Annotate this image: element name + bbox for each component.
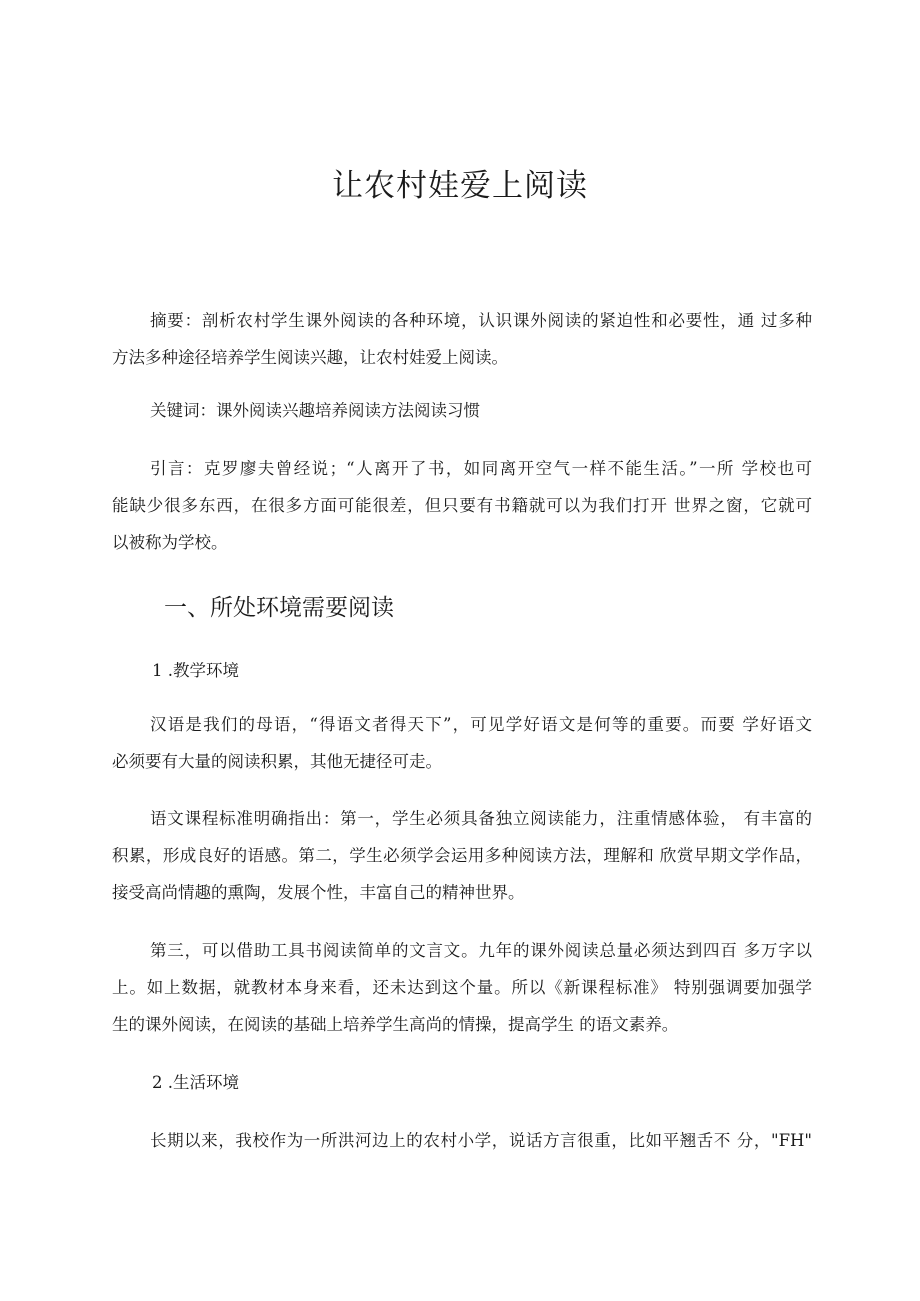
intro-line: 引言：克罗廖夫曾经说；“人离开了书，如同离开空气一样不能生活。”一所 学校也可: [150, 459, 812, 478]
body-paragraph: [112, 932, 812, 1043]
abstract-line: 方法多种途径培养学生阅读兴趣，让农村娃爱上阅读。: [112, 348, 508, 367]
intro-paragraph: [112, 450, 812, 561]
document-title: 让农村娃爱上阅读: [332, 168, 588, 204]
paragraph-line: 生的课外阅读，在阅读的基础上培养学生高尚的情操，提高学生 的语文素养。: [112, 1015, 679, 1034]
keywords-paragraph: [112, 392, 812, 429]
paragraph-line: 积累，形成良好的语感。第二，学生必须学会运用多种阅读方法，理解和 欣赏早期文学作品，: [112, 846, 812, 865]
paragraph-line: 接受高尚情趣的熏陶，发展个性，丰富自己的精神世界。: [112, 883, 525, 902]
body-paragraph: [112, 706, 812, 780]
body-paragraph: [112, 800, 812, 911]
paragraph-line: 上。如上数据，就教材本身来看，还未达到这个量。所以《新课程标准》 特别强调要加强学: [112, 978, 812, 997]
intro-line: 能缺少很多东西，在很多方面可能很差，但只要有书籍就可以为我们打开 世界之窗，它就可: [112, 496, 812, 515]
body-paragraph: [112, 1122, 812, 1159]
paragraph-line: 必须要有大量的阅读积累，其他无捷径可走。: [112, 752, 442, 771]
sub-heading: 2 .生活环境: [152, 1073, 239, 1092]
paragraph-line: 语文课程标准明确指出：第一，学生必须具备独立阅读能力，注重情感体验， 有丰富的: [150, 809, 812, 828]
keywords-line: 关键词：课外阅读兴趣培养阅读方法阅读习惯: [150, 401, 480, 420]
paragraph-line: 第三，可以借助工具书阅读简单的文言文。九年的课外阅读总量必须达到四百 多万字以: [150, 941, 812, 960]
section-heading: 一、所处环境需要阅读: [164, 595, 394, 621]
abstract-paragraph: [112, 302, 812, 376]
intro-line: 以被称为学校。: [112, 533, 228, 552]
paragraph-line: 汉语是我们的母语，“得语文者得天下”，可见学好语文是何等的重要。而要 学好语文: [150, 715, 812, 734]
sub-heading: 1 .教学环境: [152, 661, 239, 680]
abstract-line: 摘要：剖析农村学生课外阅读的各种环境，认识课外阅读的紧迫性和必要性，通 过多种: [150, 311, 812, 330]
paragraph-line: 长期以来，我校作为一所洪河边上的农村小学，说话方言很重，比如平翘舌不 分，"FH": [150, 1131, 812, 1150]
